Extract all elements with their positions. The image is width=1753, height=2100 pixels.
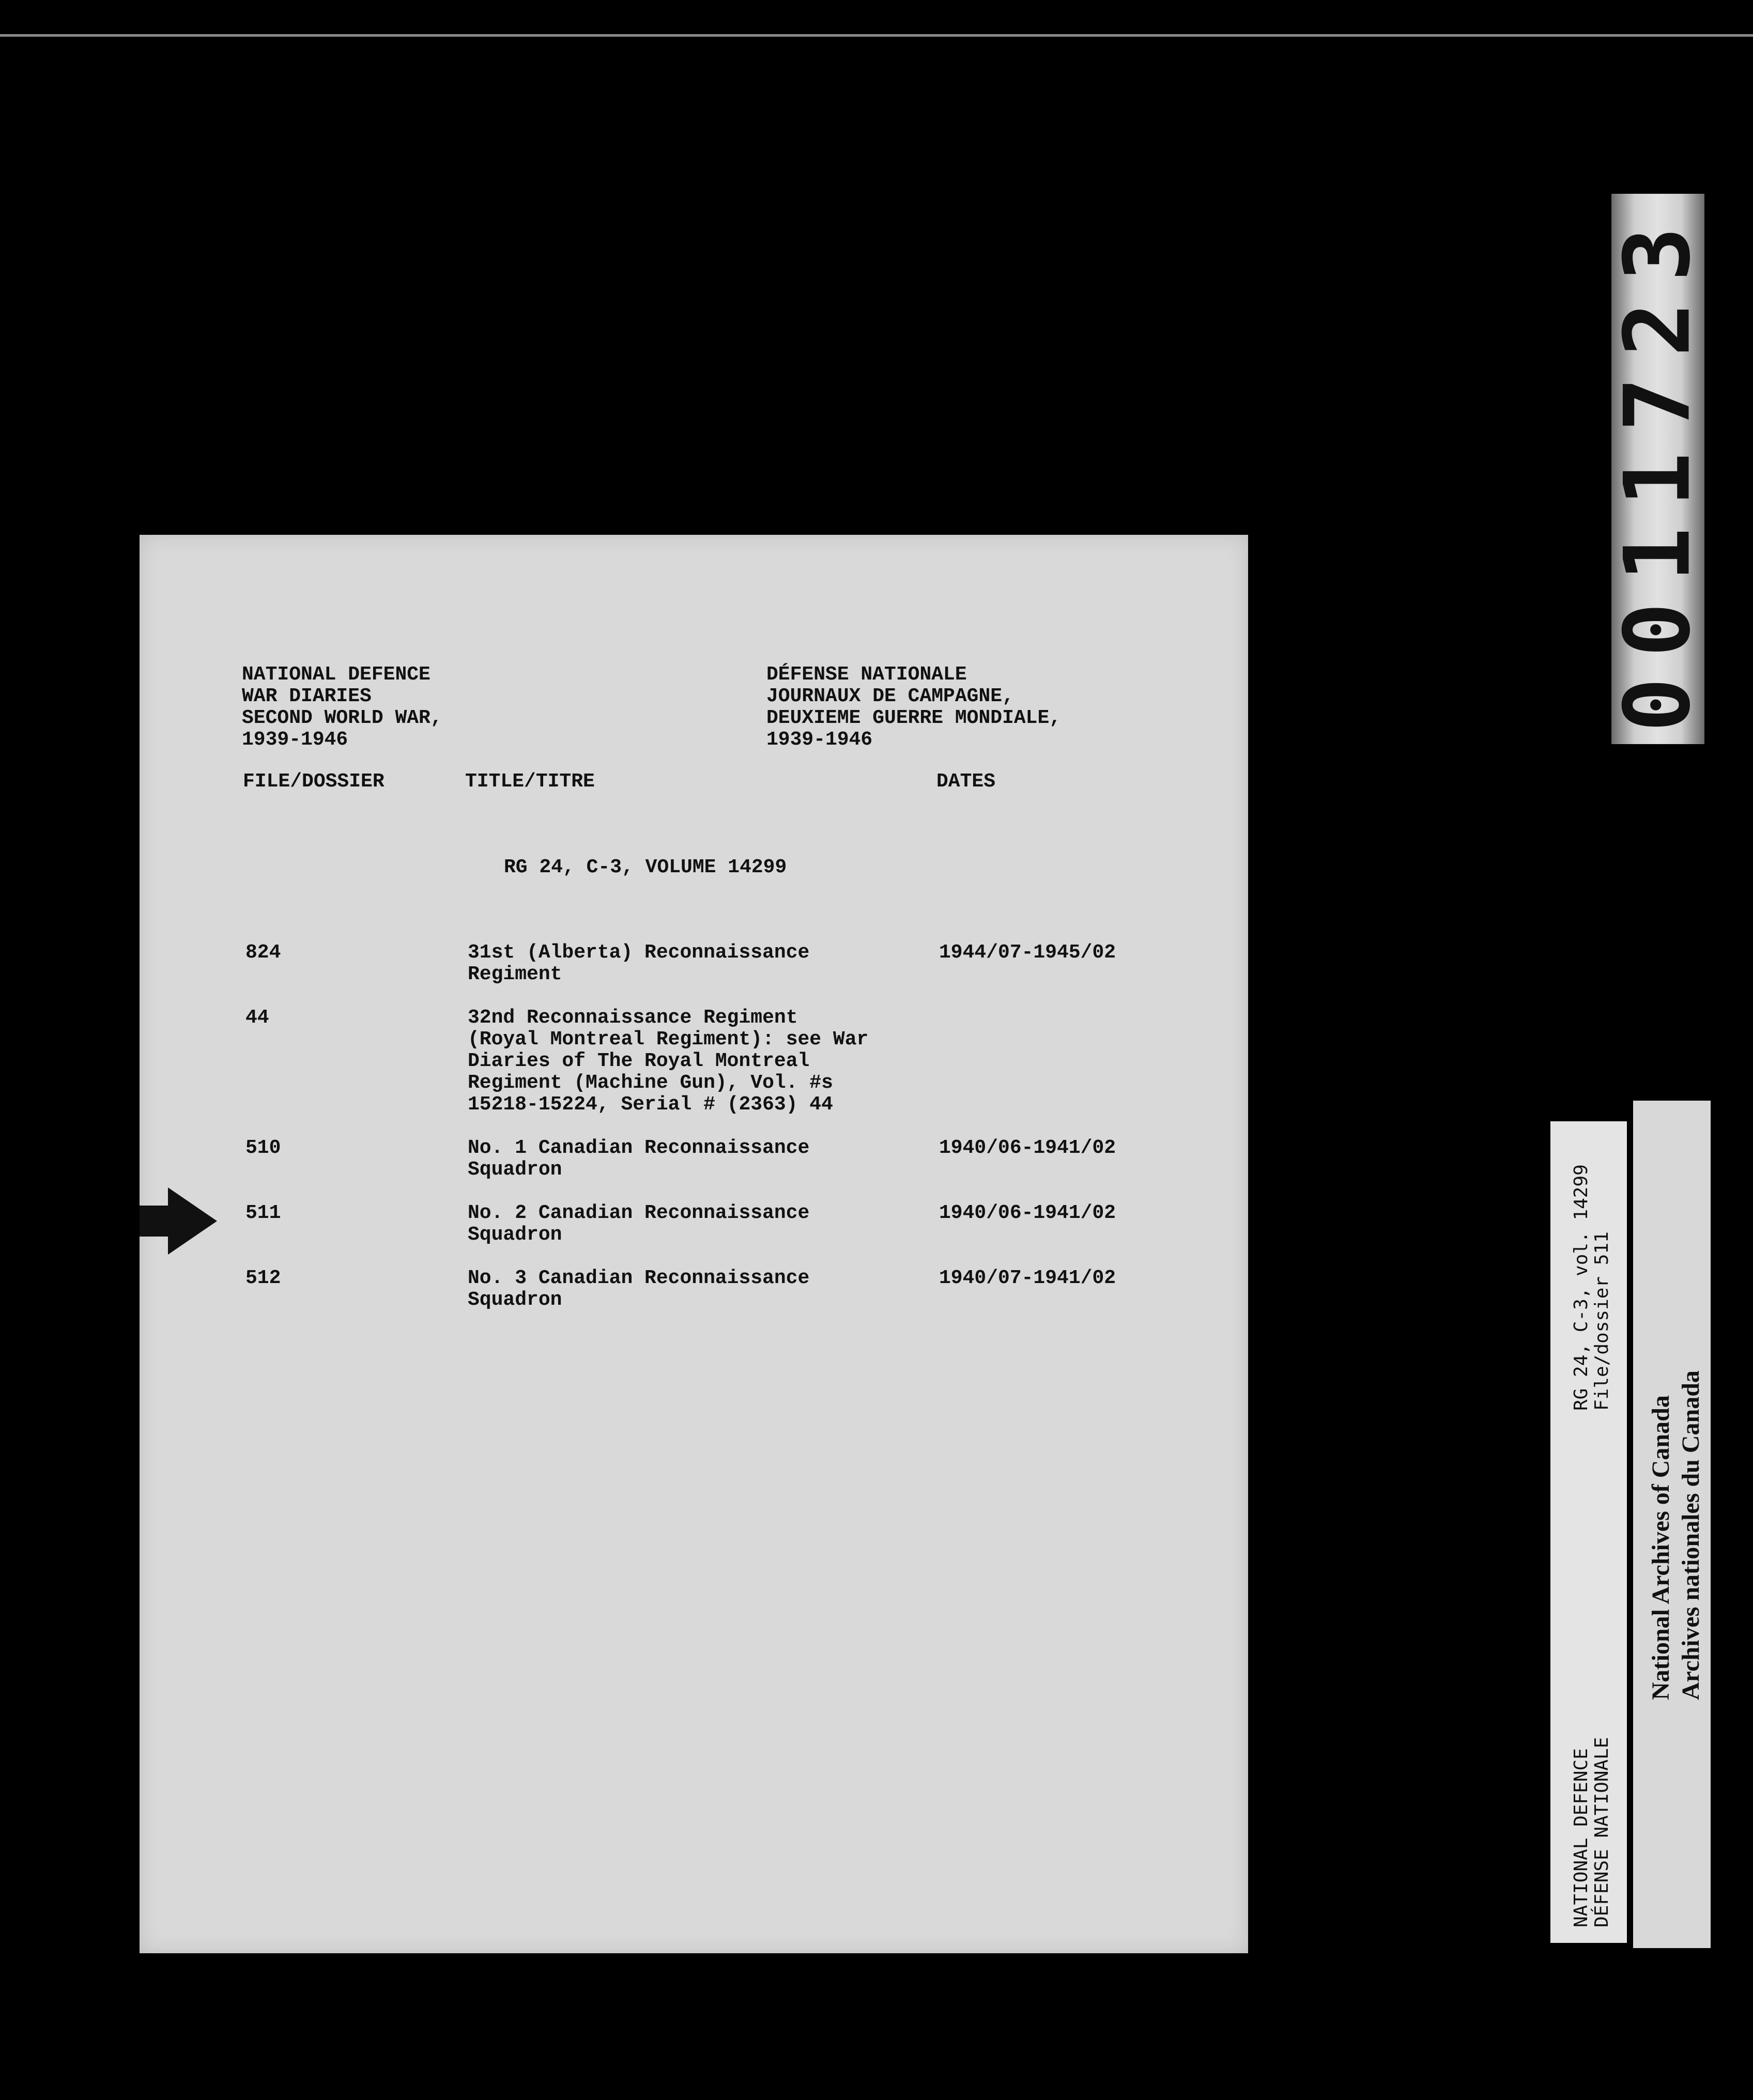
entry-title: No. 1 Canadian Reconnaissance Squadron	[468, 1137, 810, 1181]
list-item	[140, 1137, 1248, 1181]
arrow-right-icon	[140, 1187, 217, 1255]
list-item	[140, 1268, 1248, 1311]
entry-title: No. 3 Canadian Reconnaissance Squadron	[468, 1267, 810, 1311]
entry-file: 511	[245, 1202, 281, 1224]
entry-dates: 1940/07-1941/02	[939, 1267, 1116, 1289]
volume-reference: RG 24, C-3, VOLUME 14299	[504, 856, 787, 878]
column-header-dates: DATES	[936, 770, 996, 793]
label-reference-text: RG 24, C-3, vol. 14299 File/dossier 511	[1571, 1164, 1612, 1411]
header-french: DÉFENSE NATIONALE JOURNAUX DE CAMPAGNE, DEUXIEME GUERRE MONDIALE, 1939-1946	[766, 663, 1062, 751]
department-label	[1550, 1121, 1627, 1943]
list-item	[140, 942, 1248, 985]
document-sheet	[140, 535, 1248, 1953]
entry-list	[140, 942, 1248, 1333]
label-archives-text: National Archives of Canada Archives nationales du Canada	[1647, 1370, 1704, 1700]
entry-dates: 1940/06-1941/02	[939, 1137, 1116, 1159]
entry-file: 512	[245, 1267, 281, 1289]
list-item	[140, 1007, 1248, 1116]
entry-title: 31st (Alberta) Reconnaissance Regiment	[468, 941, 810, 985]
entry-title: No. 2 Canadian Reconnaissance Squadron	[468, 1202, 810, 1246]
entry-title: 32nd Reconnaissance Regiment (Royal Montreal Regiment): see War Diaries of The Royal Montreal Regiment (Machine Gun), Vol. #s 15218-15224, Serial # (2363) 44	[468, 1007, 869, 1116]
header-english: NATIONAL DEFENCE WAR DIARIES SECOND WORLD WAR, 1939-1946	[242, 663, 442, 751]
archives-label	[1633, 1101, 1711, 1948]
entry-file: 44	[245, 1007, 269, 1029]
column-header-file: FILE/DOSSIER	[243, 770, 385, 793]
reel-number: 0011723	[1605, 206, 1711, 732]
entry-dates: 1944/07-1945/02	[939, 941, 1116, 964]
entry-dates: 1940/06-1941/02	[939, 1202, 1116, 1224]
column-header-title: TITLE/TITRE	[465, 770, 595, 793]
reel-number-strip	[1605, 194, 1711, 744]
top-rule	[0, 34, 1753, 37]
entry-file: 510	[245, 1137, 281, 1159]
label-department-text: NATIONAL DEFENCE DÉFENSE NATIONALE	[1571, 1737, 1612, 1927]
entry-file: 824	[245, 941, 281, 964]
list-item	[140, 1202, 1248, 1246]
